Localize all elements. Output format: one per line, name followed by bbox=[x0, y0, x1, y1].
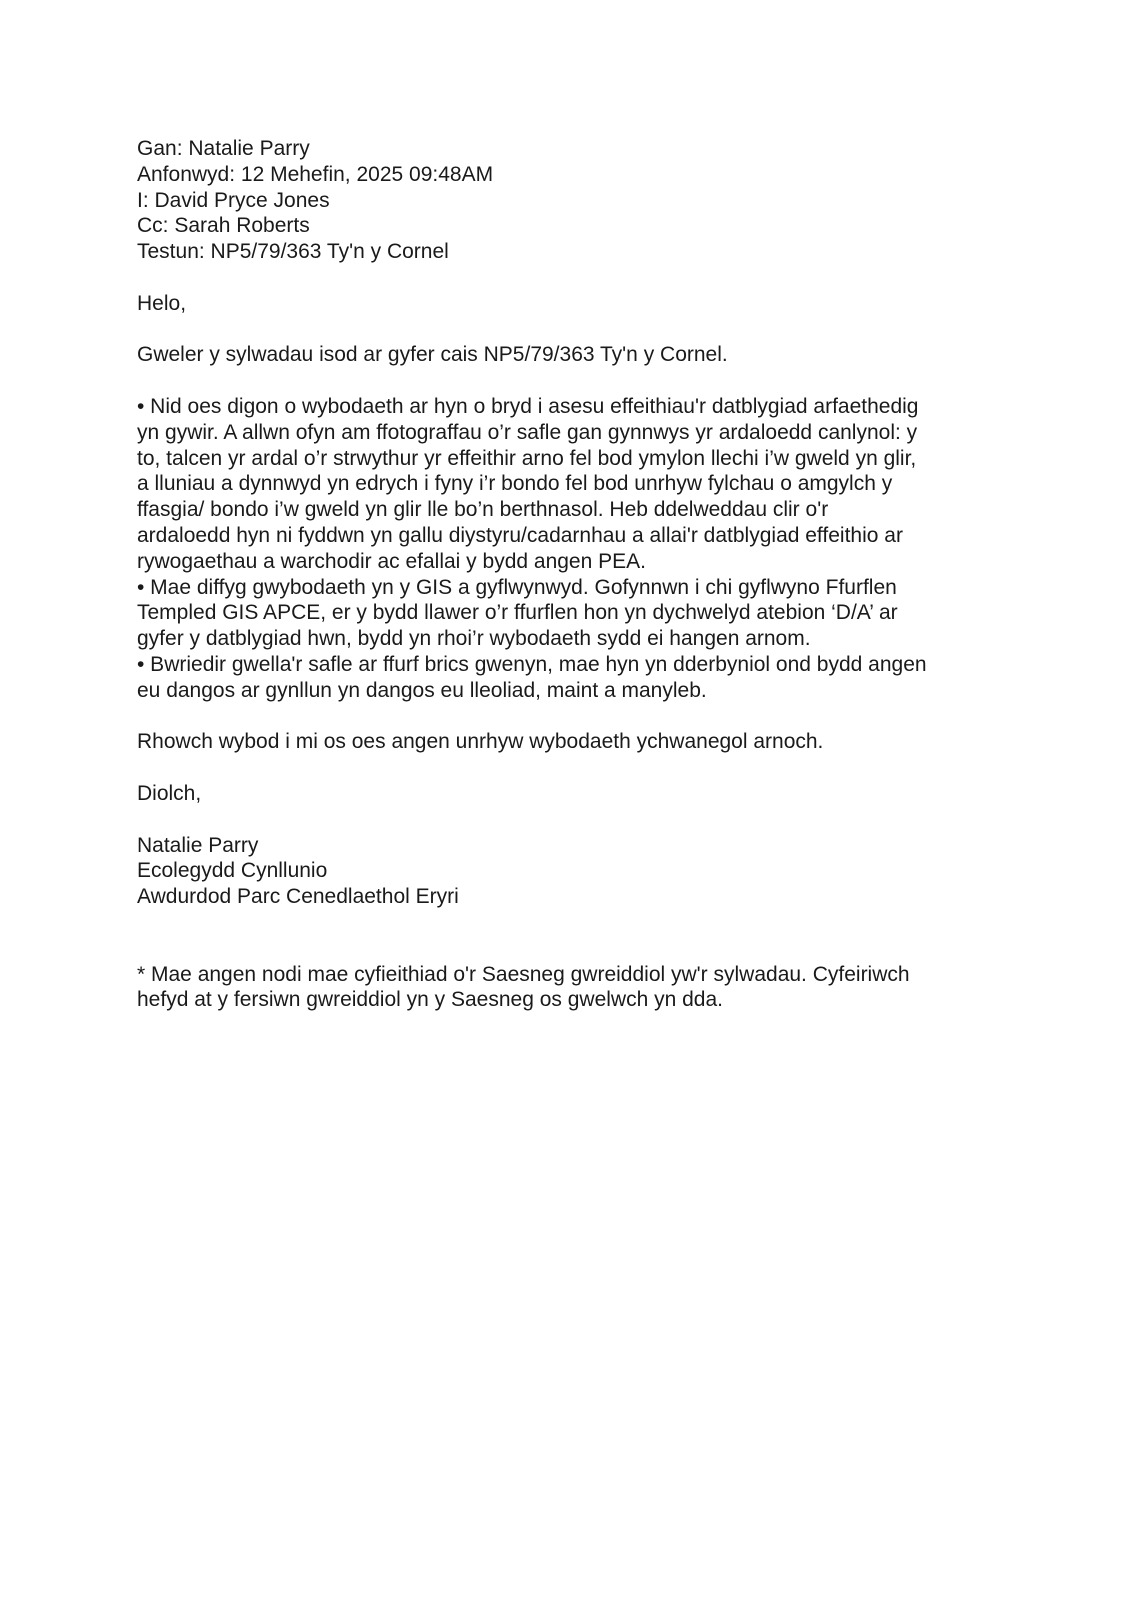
greeting: Helo, bbox=[137, 291, 187, 315]
comment-line: yn gywir. A allwn ofyn am ffotograffau o’r safle gan gynnwys yr ardaloedd canlynol: y bbox=[137, 420, 918, 444]
comments-list bbox=[137, 394, 1017, 704]
signature-role: Ecolegydd Cynllunio bbox=[137, 859, 328, 883]
email-header bbox=[137, 136, 1017, 265]
comment-line: • Bwriedir gwella'r safle ar ffurf brics gwenyn, mae hyn yn dderbyniol ond bydd angen bbox=[137, 652, 927, 676]
signoff: Diolch, bbox=[137, 781, 202, 805]
header-subject: Testun: NP5/79/363 Ty'n y Cornel bbox=[137, 240, 449, 264]
comment-line: Templed GIS APCE, er y bydd llawer o’r ffurflen hon yn dychwelyd atebion ‘D/A’ ar bbox=[137, 601, 898, 625]
signature-organisation: Awdurdod Parc Cenedlaethol Eryri bbox=[137, 885, 459, 909]
comment-line: • Mae diffyg gwybodaeth yn y GIS a gyflwynwyd. Gofynnwn i chi gyflwyno Ffurflen bbox=[137, 575, 897, 599]
comment-item-1 bbox=[137, 394, 1017, 575]
header-cc: Cc: Sarah Roberts bbox=[137, 214, 310, 238]
footnote-line: * Mae angen nodi mae cyfieithiad o'r Saesneg gwreiddiol yw'r sylwadau. Cyfeiriwch bbox=[137, 962, 910, 986]
translation-footnote bbox=[137, 962, 1017, 1014]
comment-line: ardaloedd hyn ni fyddwn yn gallu diystyru/cadarnhau a allai'r datblygiad effeithio ar bbox=[137, 523, 903, 547]
footnote-line: hefyd at y fersiwn gwreiddiol yn y Saesneg os gwelwch yn dda. bbox=[137, 988, 723, 1012]
header-sent: Anfonwyd: 12 Mehefin, 2025 09:48AM bbox=[137, 162, 494, 186]
comment-item-3 bbox=[137, 652, 1017, 704]
comment-line: • Nid oes digon o wybodaeth ar hyn o bryd i asesu effeithiau'r datblygiad arfaethedig bbox=[137, 394, 919, 418]
comment-line: rywogaethau a warchodir ac efallai y bydd angen PEA. bbox=[137, 549, 646, 573]
comment-line: gyfer y datblygiad hwn, bydd yn rhoi’r wybodaeth sydd ei hangen arnom. bbox=[137, 627, 811, 651]
comment-line: ffasgia/ bondo i’w gweld yn glir lle bo’n berthnasol. Heb ddelweddau clir o'r bbox=[137, 498, 829, 522]
intro-paragraph: Gweler y sylwadau isod ar gyfer cais NP5/79/363 Ty'n y Cornel. bbox=[137, 343, 728, 367]
comment-item-2 bbox=[137, 575, 1017, 652]
comment-line: a lluniau a dynnwyd yn edrych i fyny i’r bondo fel bod unrhyw fylchau o amgylch y bbox=[137, 472, 893, 496]
header-from: Gan: Natalie Parry bbox=[137, 137, 310, 160]
header-to: I: David Pryce Jones bbox=[137, 188, 330, 212]
signature-name: Natalie Parry bbox=[137, 833, 259, 857]
comment-line: eu dangos ar gynllun yn dangos eu lleoliad, maint a manyleb. bbox=[137, 678, 707, 702]
signature-block bbox=[137, 833, 1017, 910]
request-paragraph: Rhowch wybod i mi os oes angen unrhyw wybodaeth ychwanegol arnoch. bbox=[137, 730, 824, 754]
comment-line: to, talcen yr ardal o’r strwythur yr effeithir arno fel bod ymylon llechi i’w gweld yn glir, bbox=[137, 446, 917, 470]
letter-page bbox=[137, 136, 1017, 1013]
